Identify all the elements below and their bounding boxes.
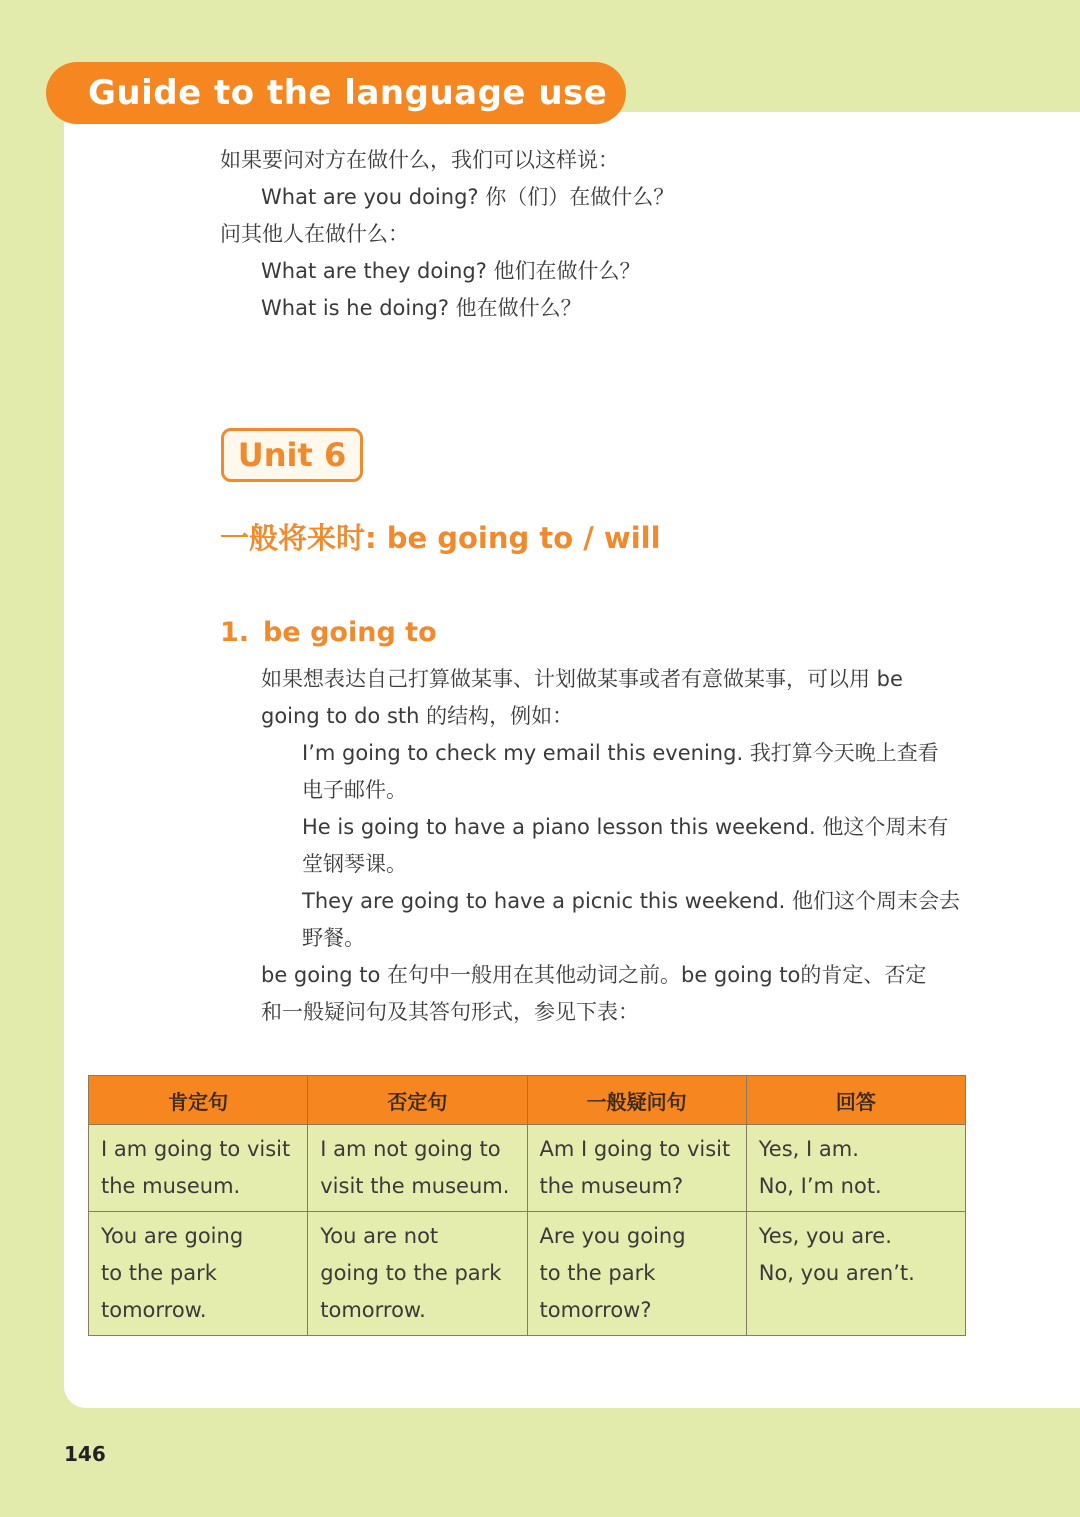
table-cell: You are going to the park tomorrow.: [89, 1212, 308, 1336]
table-cell: You are not going to the park tomorrow.: [308, 1212, 527, 1336]
intro-line-2: 问其他人在做什么：: [220, 222, 409, 246]
intro-example-1: What are you doing? 你（们）在做什么？: [261, 185, 675, 209]
unit-badge: Unit 6: [221, 428, 363, 482]
example-3-line-2: 野餐。: [302, 926, 365, 950]
table-header-row: [89, 1076, 966, 1125]
table-cell: Yes, I am. No, I’m not.: [746, 1125, 965, 1212]
intro-example-3: What is he doing? 他在做什么？: [261, 296, 582, 320]
description-line-2: going to do sth 的结构，例如：: [261, 704, 574, 728]
example-1-line-1: I’m going to check my email this evening. 我打算今天晚上查看: [302, 741, 939, 765]
example-3-line-1: They are going to have a picnic this weekend. 他们这个周末会去: [302, 889, 961, 913]
subsection-title: [220, 617, 437, 648]
table-cell: I am going to visit the museum.: [89, 1125, 308, 1212]
table-cell: I am not going to visit the museum.: [308, 1125, 527, 1212]
table-row: [89, 1125, 966, 1212]
header-negative: 否定句: [308, 1076, 527, 1125]
example-2-line-1: He is going to have a piano lesson this weekend. 他这个周末有: [302, 815, 949, 839]
grammar-table: [88, 1075, 966, 1336]
header-question: 一般疑问句: [527, 1076, 746, 1125]
header-answer: 回答: [746, 1076, 965, 1125]
table-cell: Are you going to the park tomorrow?: [527, 1212, 746, 1336]
intro-line-1: 如果要问对方在做什么，我们可以这样说：: [220, 148, 619, 172]
intro-example-2: What are they doing? 他们在做什么？: [261, 259, 641, 283]
description-line-1: 如果想表达自己打算做某事、计划做某事或者有意做某事，可以用 be: [261, 667, 903, 691]
note-line-2: 和一般疑问句及其答句形式，参见下表：: [261, 1000, 639, 1024]
note-line-1: be going to 在句中一般用在其他动词之前。be going to的肯定、否定: [261, 963, 927, 987]
example-1-line-2: 电子邮件。: [302, 778, 407, 802]
table-cell: Yes, you are. No, you aren’t.: [746, 1212, 965, 1336]
table-cell: Am I going to visit the museum?: [527, 1125, 746, 1212]
example-2-line-2: 堂钢琴课。: [302, 852, 407, 876]
page-header-title: Guide to the language use: [46, 62, 626, 124]
section-title: 一般将来时: be going to / will: [220, 521, 661, 555]
subsection-title-text: be going to: [263, 617, 437, 648]
subsection-number: 1.: [220, 617, 250, 648]
header-affirmative: 肯定句: [89, 1076, 308, 1125]
table-row: [89, 1212, 966, 1336]
page-number: 146: [64, 1442, 106, 1466]
